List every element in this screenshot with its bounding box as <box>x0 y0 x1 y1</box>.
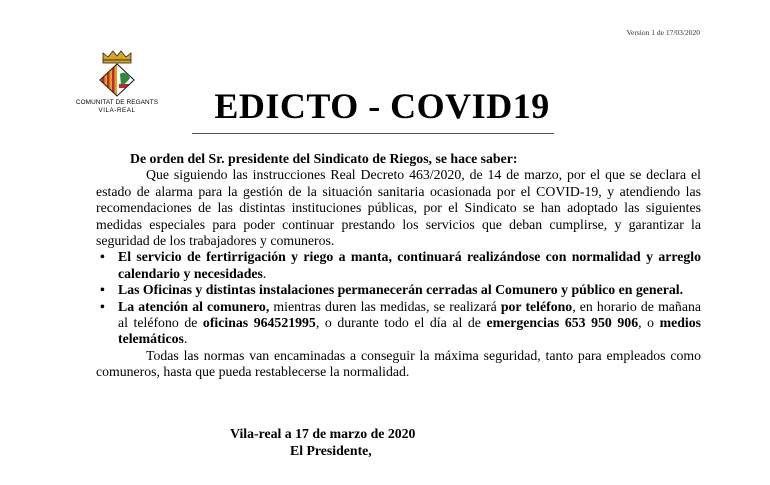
intro-paragraph: Que siguiendo las instrucciones Real Decreto 463/2020, de 14 de marzo, por el que se declara el estado de alarma para la gestión de la situación sanitaria ocasionada por el COVID-19, y atendiendo las recomendaciones de las distintas instituciones públicas, por el Sindicato se han adoptado las siguientes medidas especiales para poder continuar prestando los servicios que deban cumplirse, y garantizar la seguridad de los trabajadores y comuneros. <box>96 167 701 249</box>
measure-offices: Las Oficinas y distintas instalaciones permanecerán cerradas al Comunero y público en general. <box>118 282 684 298</box>
measure-end: . <box>183 331 188 347</box>
bullet-icon: • <box>100 282 105 298</box>
emergency-phone: emergencias 653 950 906 <box>486 315 639 331</box>
signature-place-date: Vila-real a 17 de marzo de 2020 <box>230 426 416 441</box>
logo-city-name: VILA-REAL <box>98 107 136 114</box>
measure-attention-lead: La atención al comunero, <box>118 298 270 314</box>
measure-or-text: , o <box>638 315 660 331</box>
closing-paragraph: Todas las normas van encaminadas a conseguir la máxima seguridad, tanto para empleados como comuneros, hasta que pueda restablecerse la normalidad. <box>96 347 701 380</box>
measure-allday-text: , o durante todo el día al de <box>315 315 487 331</box>
logo-community-name: COMUNITAT DE REGANTS <box>75 99 159 106</box>
list-item <box>96 249 701 282</box>
version-label: Version 1 de 17/03/2020 <box>626 28 700 37</box>
measure-phone: por teléfono <box>500 298 573 314</box>
measure-schedule-text: , en horario de mañana al teléfono de <box>118 298 701 331</box>
edict-title: EDICTO - COVID19 <box>214 86 550 126</box>
measures-list <box>96 249 701 347</box>
edict-body <box>96 151 701 381</box>
bullet-icon: • <box>100 249 105 265</box>
measure-attention-text: mientras duren las medidas, se realizará <box>269 298 501 314</box>
list-item <box>96 282 701 298</box>
telematic-means: medios telemáticos <box>118 315 702 347</box>
edict-heading: De orden del Sr. presidente del Sindicato de Riegos, se hace saber: <box>130 151 518 166</box>
list-item <box>96 299 701 348</box>
signature-block <box>230 425 415 459</box>
signature-role: El Presidente, <box>290 443 372 458</box>
office-phone: oficinas 964521995 <box>202 315 316 331</box>
title-divider <box>192 133 554 134</box>
bullet-icon: • <box>100 298 105 314</box>
coat-of-arms-icon <box>93 50 141 98</box>
measure-irrigation: El servicio de fertirrigación y riego a manta, continuará realizándose con normalidad y arreglo calendario y necesidades <box>118 249 701 281</box>
measure-irrigation-end: . <box>262 265 267 281</box>
community-logo <box>72 50 162 122</box>
